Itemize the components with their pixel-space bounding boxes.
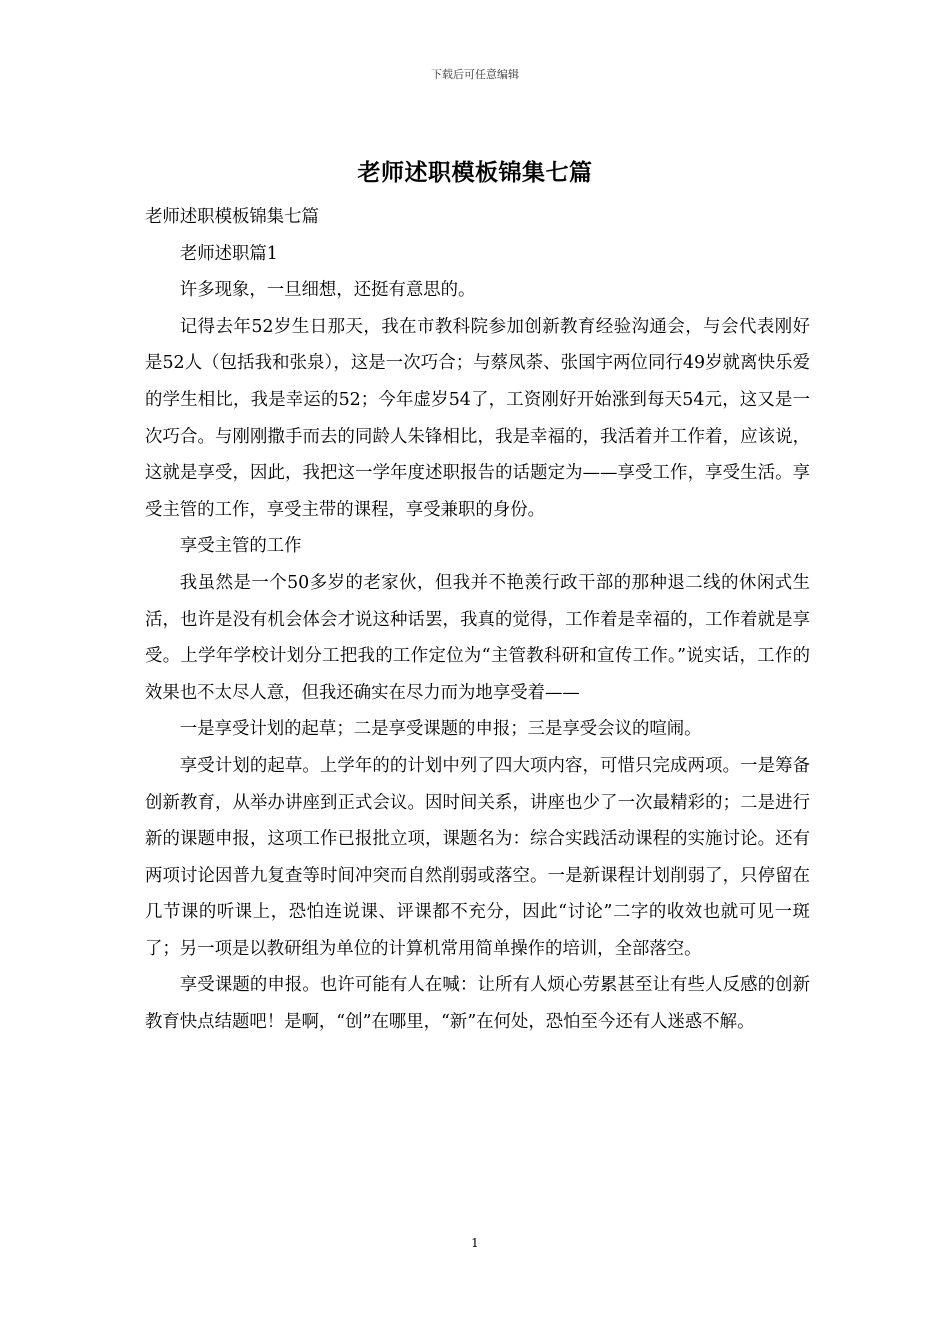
- paragraph: 享受课题的申报。也许可能有人在喊：让所有人烦心劳累甚至让有些人反感的创新教育快点结题吧！是啊，“创”在哪里，“新”在何处，恐怕至今还有人迷惑不解。: [145, 975, 810, 1033]
- paragraph: 老师述职篇1: [179, 243, 278, 264]
- document-title: 老师述职模板锦集七篇: [357, 159, 593, 186]
- paragraph: 享受主管的工作: [179, 536, 302, 557]
- page-header-note: 下载后可任意编辑: [431, 68, 519, 81]
- paragraph: 老师述职模板锦集七篇: [145, 207, 319, 227]
- paragraph: 一是享受计划的起草；二是享受课题的申报；三是享受会议的喧闹。: [179, 719, 702, 740]
- paragraph: 记得去年52岁生日那天，我在市教科院参加创新教育经验沟通会，与会代表刚好是52人（包括我和张泉），这是一次巧合；与蔡凤荼、张国宇两位同行49岁就离快乐爱的学生相比，我是幸运的52；今年虚岁54了，工资刚好开始涨到每天54元，这又是一次巧合。与刚刚撒手而去的同龄人朱锋相比，我是幸福的，我活着并工作着，应该说，这就是享受，因此，我把这一学年度述职报告的话题定为——享受工作，享受生活。享受主管的工作，享受主带的课程，享受兼职的身份。: [145, 316, 810, 520]
- paragraph: 我虽然是一个50多岁的老家伙，但我并不艳羡行政干部的那种退二线的休闲式生活，也许是没有机会体会才说这种话罢，我真的觉得，工作着是幸福的，工作着就是享受。上学年学校计划分工把我的工作定位为“主管教科研和宣传工作。”说实话，工作的效果也不太尽人意，但我还确实在尽力而为地享受着——: [145, 572, 810, 703]
- page-number: 1: [471, 1236, 479, 1250]
- paragraph: 许多现象，一旦细想，还挺有意思的。: [179, 280, 476, 301]
- paragraph: 享受计划的起草。上学年的的计划中列了四大项内容，可惜只完成两项。一是筹备创新教育，从举办讲座到正式会议。因时间关系，讲座也少了一次最精彩的；二是进行新的课题申报，这项工作已报批立项，课题名为：综合实践活动课程的实施讨论。还有两项讨论因普九复查等时间冲突而自然削弱或落空。一是新课程计划削弱了，只停留在几节课的听课上，恐怕连说课、评课都不充分，因此“讨论”二字的收效也就可见一斑了；另一项是以教研组为单位的计算机常用简单操作的培训，全部落空。: [145, 755, 810, 959]
- document-body: [145, 199, 810, 1041]
